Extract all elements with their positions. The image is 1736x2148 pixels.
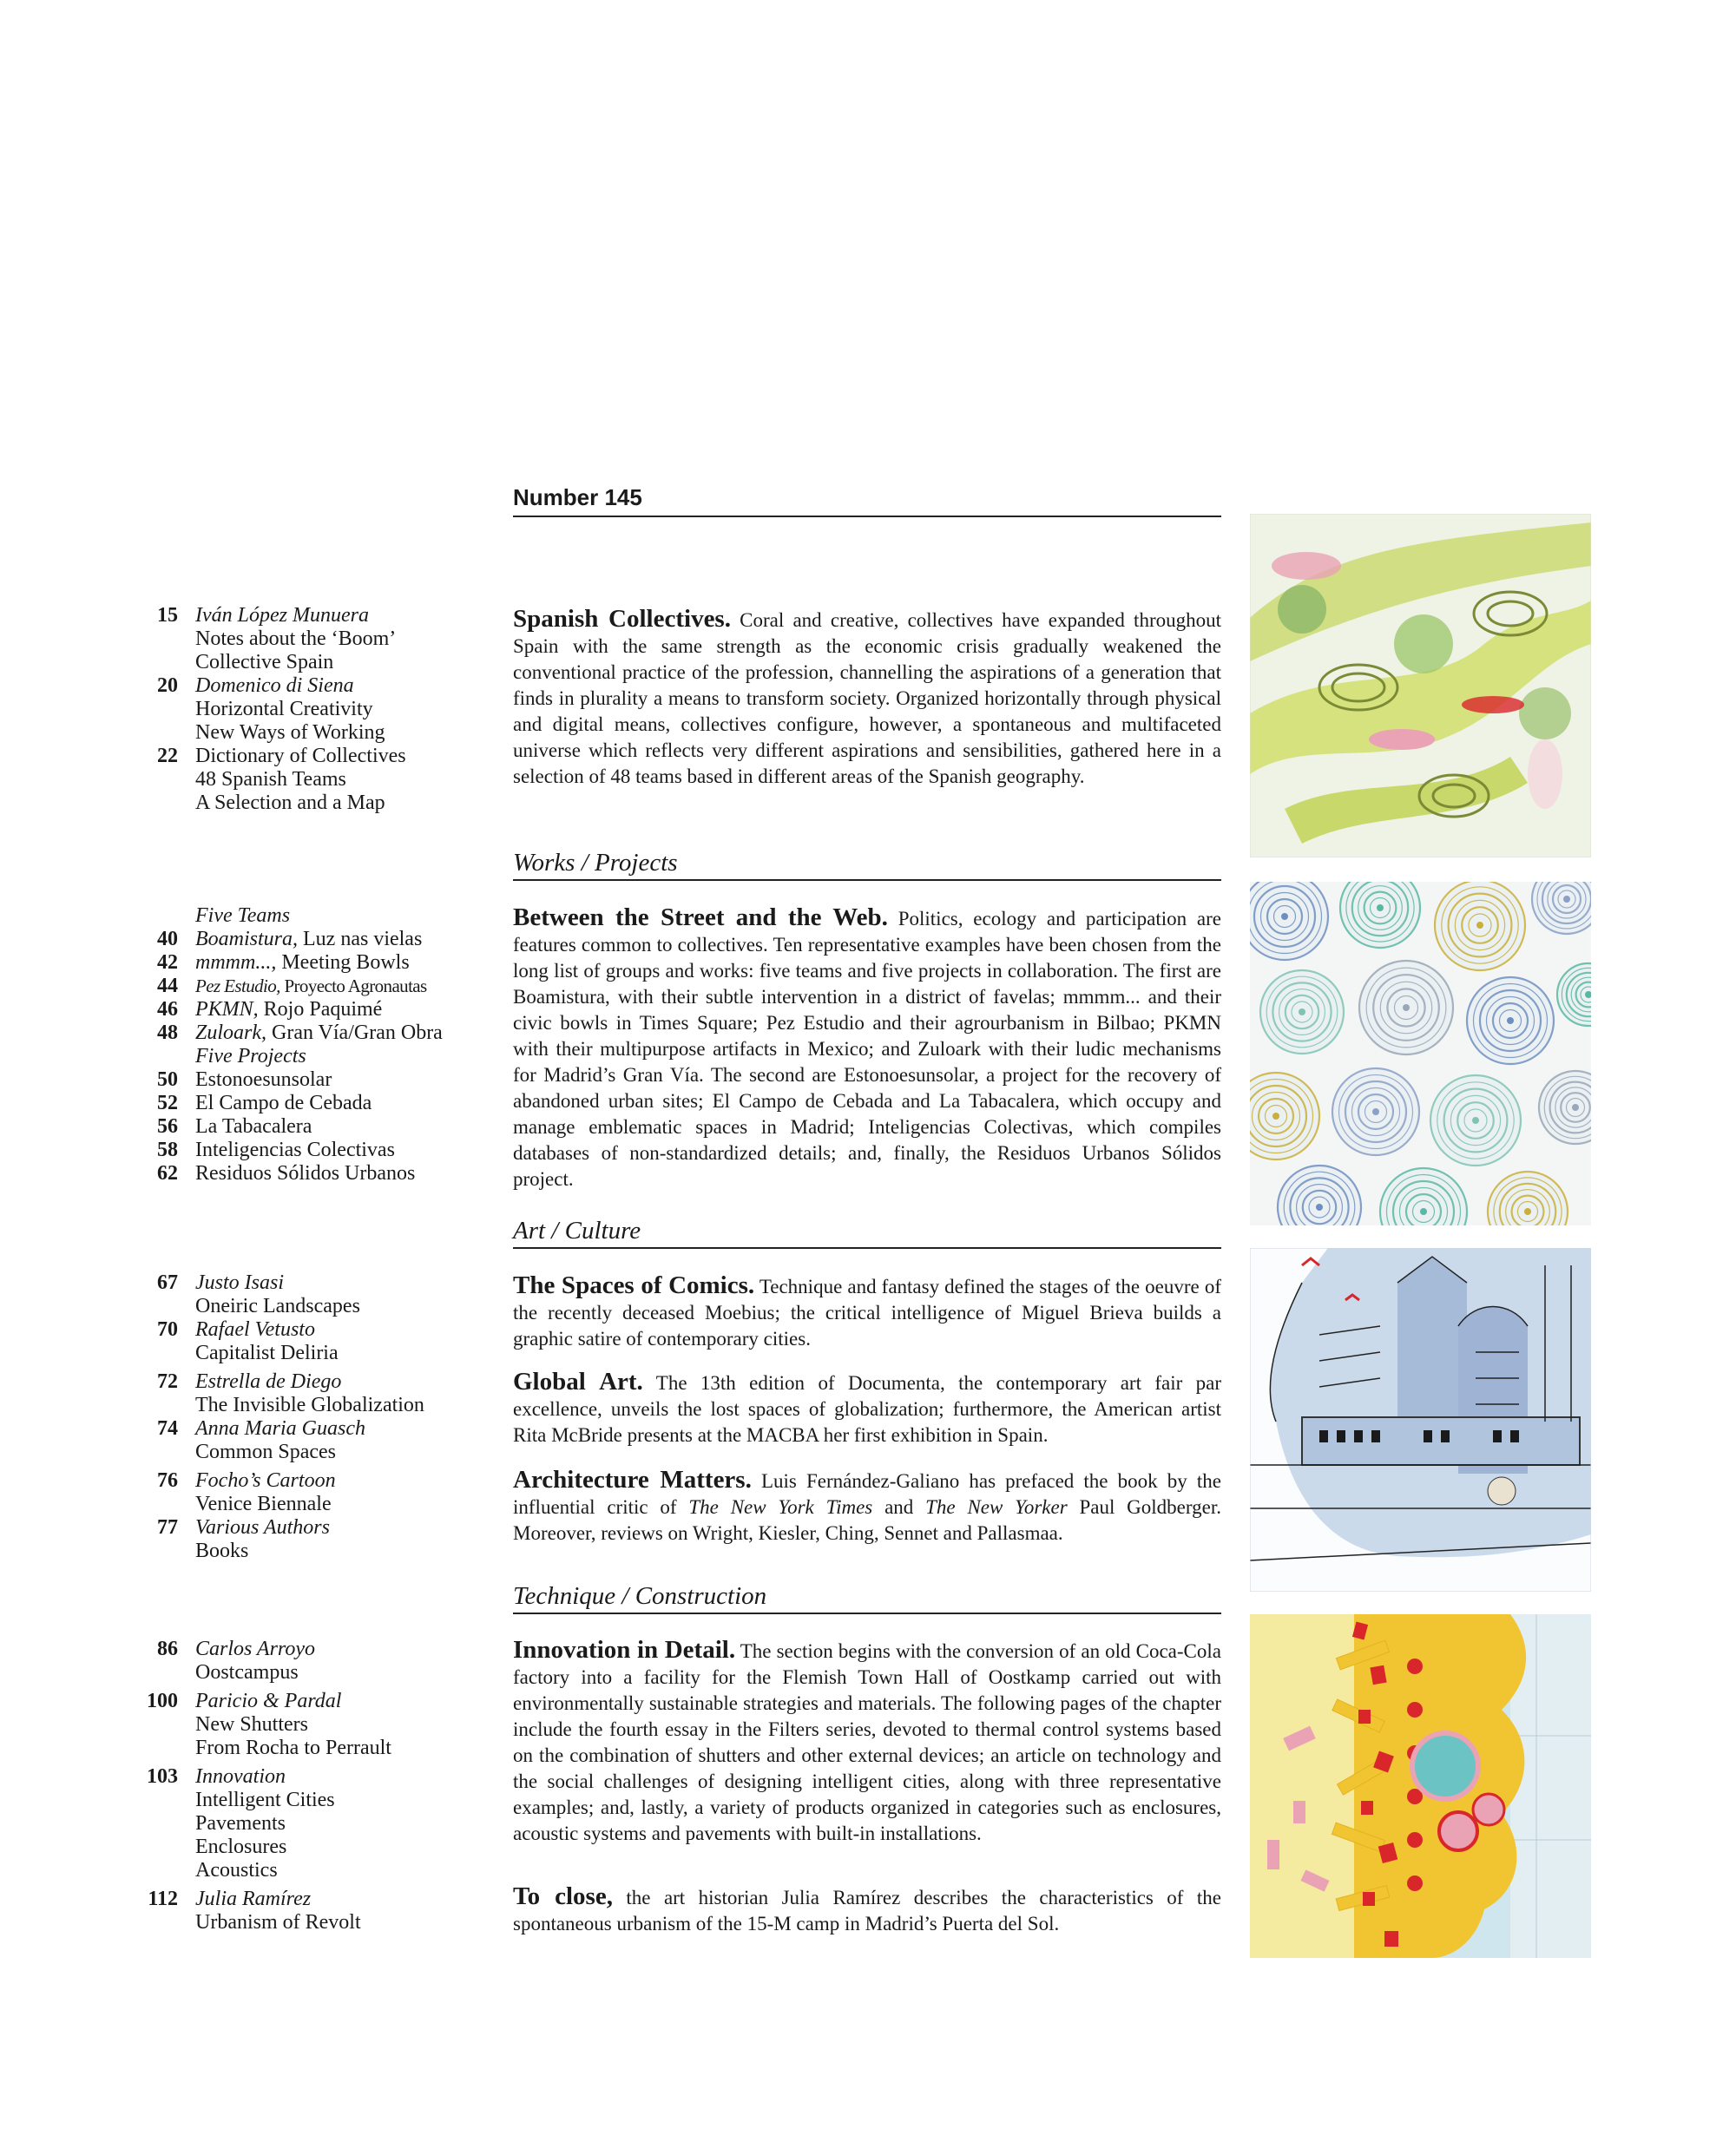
toc-entry[interactable] xyxy=(139,1417,486,1464)
toc-title: La Tabacalera xyxy=(195,1115,312,1138)
toc-title: Oneiric Landscapes xyxy=(195,1295,360,1317)
toc-title: Capitalist Deliria xyxy=(195,1342,339,1364)
landscape-illustration xyxy=(1250,514,1591,857)
summary-text: Paul Goldberger. Moreover, reviews on Wright, Kiesler, Ching, Sennet and Pallasmaa. xyxy=(513,1496,1221,1544)
summary-architecture-matters xyxy=(513,1467,1221,1547)
bowl-center xyxy=(1281,913,1288,920)
toc-author: Estrella de Diego xyxy=(195,1370,342,1393)
page-number: 42 xyxy=(157,951,178,974)
toc-title: Proyecto Agronautas xyxy=(284,975,427,996)
bowl-center xyxy=(1472,1117,1479,1124)
summary-text: Politics, ecology and participation are features common to collectives. Ten representative examples have been chosen from the long list of groups and works: five teams and five projects in collaboration. The first are Boamistura, with their subtle intervention in a district of favelas; mmmm... and their civic bowls in Times Square; Pez Estudio and their agrourbanism in Bilbao; PKMN with their multipurpose artifacts in Mexico; and Zuloark with their ludic mechanisms for Madrid’s Gran Vía. The second are Estonoesunsolar, a project for the recovery of abandoned urban sites; El Campo de Cebada and La Tabacalera, which occupy and manage emblematic spaces in Madrid; Inteligencias Colectivas, which compiles databases of non-standardized details; and, finally, the Residuos Urbanos Sólidos project. xyxy=(513,908,1222,1190)
toc-title: Meeting Bowls xyxy=(281,951,410,974)
toc-entry[interactable] xyxy=(139,951,486,975)
toc-title: Intelligent Cities xyxy=(195,1789,335,1811)
toc-title: Common Spaces xyxy=(195,1441,336,1463)
toc-author: Domenico di Siena xyxy=(195,674,354,697)
toc-subheading: Five Teams xyxy=(195,904,291,927)
section-heading-technique-construction: Technique / Construction xyxy=(513,1582,1221,1614)
summary-text: the art historian Julia Ramírez describes the characteristics of the spontaneous urbanism of the 15-M camp in Madrid’s Puerta del Sol. xyxy=(513,1887,1221,1935)
toc-title: Books xyxy=(195,1540,249,1562)
toc-title: Residuos Sólidos Urbanos xyxy=(195,1162,416,1185)
page-number: 74 xyxy=(157,1417,178,1440)
toc-author: Rafael Vetusto xyxy=(195,1318,315,1341)
toc-block-spanish-collectives xyxy=(139,604,486,815)
page-number: 86 xyxy=(157,1638,178,1660)
summary-text: The section begins with the conversion of an old Coca-Cola factory into a facility for the Flemish Town Hall of Oostkamp carried out with environmentally sustainable strategies and materials. The following pages of the chapter include the fourth essay in the Filters series, devoted to thermal control systems based on the combination of shutters and other external devices; an article on technology and the social challenges of designing intelligent cities, along with three representative examples; and, lastly, a variety of products organized in categories such as enclosures, acoustic systems and pavements with built-in installations. xyxy=(513,1640,1221,1844)
bowl-center xyxy=(1372,1108,1379,1115)
summary-lead: Between the Street and the Web. xyxy=(513,903,888,931)
toc-author: PKMN, xyxy=(195,998,259,1021)
page-number: 67 xyxy=(157,1271,178,1294)
toc-title: Pavements xyxy=(195,1812,286,1835)
toc-entry[interactable] xyxy=(139,1469,486,1516)
summary-spaces-of-comics xyxy=(513,1272,1221,1352)
page-number: 76 xyxy=(157,1469,178,1492)
publication-title: The New York Times xyxy=(688,1496,873,1518)
toc-title: Inteligencias Colectivas xyxy=(195,1139,395,1161)
page-number: 56 xyxy=(157,1115,178,1138)
page-number: 22 xyxy=(157,745,178,767)
toc-title: Acoustics xyxy=(195,1859,278,1882)
toc-title: Horizontal Creativity xyxy=(195,698,373,720)
bowl-center xyxy=(1507,1017,1514,1024)
publication-title: The New Yorker xyxy=(925,1496,1068,1518)
summary-to-close xyxy=(513,1883,1221,1937)
bowl-center xyxy=(1299,1008,1305,1015)
toc-entry[interactable] xyxy=(139,1092,486,1115)
page-number: 50 xyxy=(157,1068,178,1091)
bowl-center xyxy=(1563,896,1570,903)
toc-title: Enclosures xyxy=(195,1836,287,1858)
bowl-center xyxy=(1403,1004,1410,1011)
toc-author: Paricio & Pardal xyxy=(195,1690,342,1712)
toc-title: Rojo Paquimé xyxy=(263,998,383,1021)
toc-entry[interactable] xyxy=(139,1021,486,1045)
section-heading-works-projects: Works / Projects xyxy=(513,849,1221,881)
toc-entry[interactable] xyxy=(139,1370,486,1417)
page-number: 70 xyxy=(157,1318,178,1341)
toc-title: From Rocha to Perrault xyxy=(195,1737,391,1759)
summary-text: and xyxy=(872,1496,926,1518)
toc-title: Luz nas vielas xyxy=(303,928,423,950)
toc-title: New Ways of Working xyxy=(195,721,385,744)
summary-lead: The Spaces of Comics. xyxy=(513,1271,755,1299)
toc-entry[interactable] xyxy=(139,1271,486,1318)
toc-block-technique-construction xyxy=(139,1638,486,1935)
summary-text: Luis Fernández-Galiano has prefaced the book by the influential critic of xyxy=(513,1470,1221,1518)
toc-subheading: Five Projects xyxy=(195,1045,306,1067)
toc-title: Urbanism of Revolt xyxy=(195,1911,361,1934)
toc-entry[interactable] xyxy=(139,1638,486,1685)
summary-lead: Global Art. xyxy=(513,1368,643,1396)
page-number: 77 xyxy=(157,1516,178,1539)
toc-author: Anna Maria Guasch xyxy=(195,1417,365,1440)
page-number: 40 xyxy=(157,928,178,950)
page-number: 46 xyxy=(157,998,178,1021)
summary-innovation-in-detail xyxy=(513,1637,1221,1847)
summary-global-art xyxy=(513,1369,1221,1448)
toc-author: Focho’s Cartoon xyxy=(195,1469,336,1492)
toc-title: Gran Vía/Gran Obra xyxy=(272,1021,443,1044)
page-number: 44 xyxy=(157,975,178,997)
toc-author: Carlos Arroyo xyxy=(195,1638,316,1660)
toc-title: Dictionary of Collectives xyxy=(195,745,406,767)
toc-entry[interactable] xyxy=(139,1765,486,1882)
toc-entry[interactable] xyxy=(139,998,486,1021)
toc-author: Various Authors xyxy=(195,1516,330,1539)
page-number: 20 xyxy=(157,674,178,697)
comic-city-drawing xyxy=(1250,1248,1591,1592)
toc-entry[interactable] xyxy=(139,1162,486,1186)
toc-author: Zuloark, xyxy=(195,1021,267,1044)
page-number: 15 xyxy=(157,604,178,627)
summary-lead: Innovation in Detail. xyxy=(513,1636,736,1664)
page-number: 100 xyxy=(147,1690,178,1712)
page-number: 52 xyxy=(157,1092,178,1114)
toc-entry[interactable] xyxy=(139,1888,486,1935)
toc-block-works-projects xyxy=(139,904,486,1186)
page-number: 58 xyxy=(157,1139,178,1161)
facade-pattern-illustration xyxy=(1250,1614,1591,1958)
toc-title: Notes about the ‘Boom’ xyxy=(195,627,397,650)
toc-block-art-culture xyxy=(139,1271,486,1563)
toc-entry[interactable] xyxy=(139,745,486,815)
toc-title: New Shutters xyxy=(195,1713,308,1736)
page-number: 48 xyxy=(157,1021,178,1044)
bowl-center xyxy=(1377,904,1384,911)
page-number: 72 xyxy=(157,1370,178,1393)
spiral-bowls-illustration xyxy=(1250,882,1591,1225)
summary-text: Coral and creative, collectives have expanded throughout Spain with the same strength as the economic crisis gradually weakened the conventional practice of the profession, channelling the aspirations of a generation that finds in plurality a means to transform society. Organized horizontally through physical and digital means, collectives configure, however, a spontaneous and multifaceted universe which reflects very different aspirations and sensibilities, gathered here in a selection of 48 teams based in different areas of the Spanish geography. xyxy=(513,609,1221,787)
toc-author: Iván López Munuera xyxy=(195,604,369,627)
summary-text: Technique and fantasy defined the stages of the oeuvre of the recently deceased Moebius; the critical intelligence of Miguel Brieva builds a graphic satire of contemporary cities. xyxy=(513,1276,1222,1350)
toc-entry[interactable] xyxy=(139,604,486,674)
bowl-center xyxy=(1476,922,1483,929)
toc-title: Estonoesunsolar xyxy=(195,1068,332,1091)
toc-entry[interactable] xyxy=(139,674,486,745)
toc-entry[interactable] xyxy=(139,1068,486,1092)
page-number: 103 xyxy=(147,1765,178,1788)
toc-entry[interactable] xyxy=(139,1318,486,1365)
summary-text: The 13th edition of Documenta, the contemporary art fair par excellence, unveils the lost spaces of globalization; furthermore, the American artist Rita McBride presents at the MACBA her first exhibition in Spain. xyxy=(513,1372,1222,1446)
toc-author: Boamistura, xyxy=(195,928,299,950)
toc-entry[interactable] xyxy=(139,1115,486,1139)
toc-entry[interactable] xyxy=(139,1139,486,1162)
bowl-center xyxy=(1272,1113,1279,1120)
bowl-center xyxy=(1572,1104,1579,1111)
bowl-center xyxy=(1420,1208,1427,1215)
toc-author: Julia Ramírez xyxy=(195,1888,312,1910)
page-number: 62 xyxy=(157,1162,178,1185)
summary-street-web xyxy=(513,904,1221,1192)
toc-entry[interactable] xyxy=(139,975,486,998)
bowl-center xyxy=(1524,1208,1531,1215)
toc-title: 48 Spanish Teams xyxy=(195,768,346,791)
summary-lead: To close, xyxy=(513,1882,613,1910)
summary-lead: Architecture Matters. xyxy=(513,1466,752,1494)
summary-lead: Spanish Collectives. xyxy=(513,605,731,633)
toc-author: Innovation xyxy=(195,1765,286,1788)
summary-spanish-collectives xyxy=(513,606,1221,790)
section-heading-art-culture: Art / Culture xyxy=(513,1217,1221,1249)
toc-entry[interactable] xyxy=(139,1516,486,1563)
toc-title: El Campo de Cebada xyxy=(195,1092,372,1114)
toc-author: Justo Isasi xyxy=(195,1271,284,1294)
toc-title: Oostcampus xyxy=(195,1661,299,1684)
toc-title: The Invisible Globalization xyxy=(195,1394,424,1416)
toc-title: Venice Biennale xyxy=(195,1493,332,1515)
toc-title: Collective Spain xyxy=(195,651,334,673)
bowl-center xyxy=(1316,1204,1323,1211)
toc-author: mmmm..., xyxy=(195,951,277,974)
toc-entry[interactable] xyxy=(139,1690,486,1760)
issue-number: Number 145 xyxy=(513,486,1221,517)
toc-entry[interactable] xyxy=(139,928,486,951)
page-number: 112 xyxy=(148,1888,178,1910)
toc-title: A Selection and a Map xyxy=(195,792,385,814)
toc-author: Pez Estudio, xyxy=(195,975,280,996)
